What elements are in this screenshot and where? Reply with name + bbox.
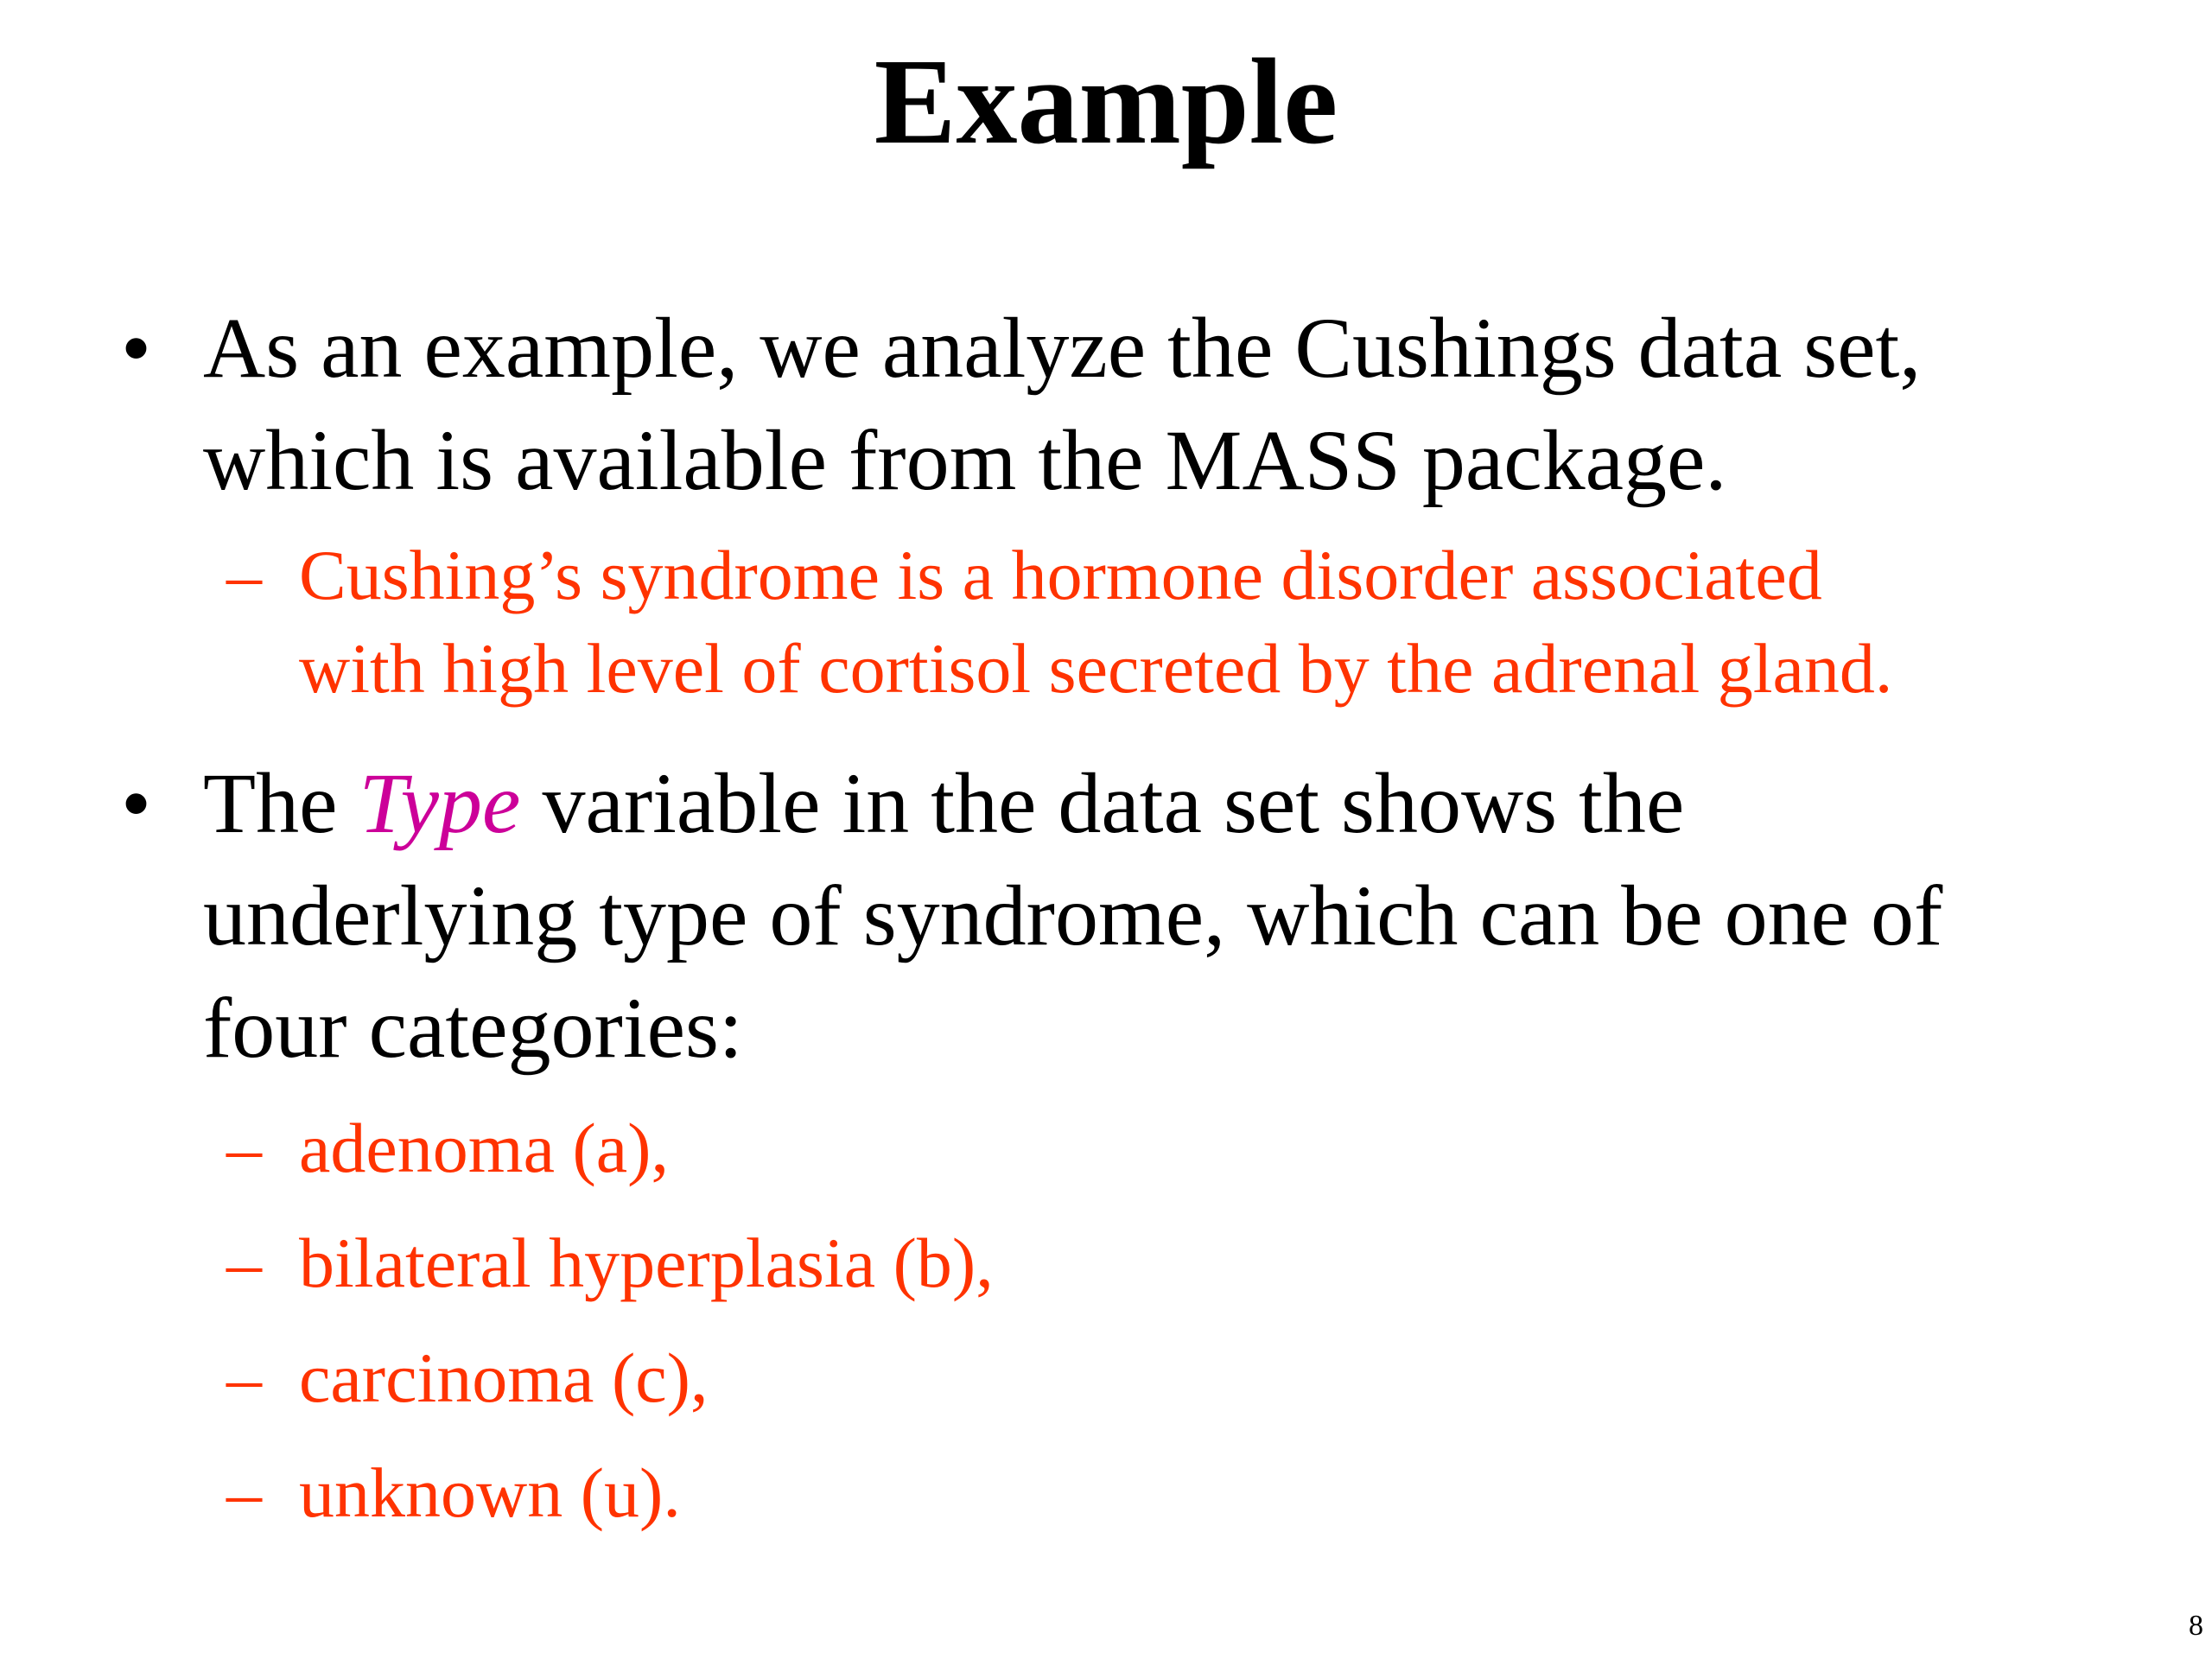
bullet-1-line-2: which is available from the MASS package.	[203, 412, 1727, 508]
sub-bullet-2-4: unknown (u).	[299, 1453, 681, 1532]
bullet-marker: •	[121, 755, 152, 851]
sub-bullet-2-1: adenoma (a),	[299, 1109, 669, 1187]
type-variable-emphasis: Type	[359, 755, 521, 851]
bullet-1-line-1: As an example, we analyze the Cushings data set,	[203, 300, 1922, 396]
bullet-1	[203, 292, 2139, 517]
sub-bullet-marker: –	[226, 1224, 262, 1302]
bullet-2-line-2: underlying type of syndrome, which can be one of	[203, 868, 1943, 963]
sub-bullet-marker: –	[226, 536, 262, 614]
bullet-2-line-3: four categories:	[203, 980, 743, 1076]
bullet-marker: •	[121, 300, 152, 396]
sub-bullet-2-2: bilateral hyperplasia (b),	[299, 1224, 994, 1302]
sub-bullet-marker: –	[226, 1109, 262, 1187]
sub-bullet-marker: –	[226, 1338, 262, 1417]
bullet-2-line-1	[203, 747, 2139, 860]
page-number: 8	[2189, 1610, 2203, 1642]
sub-bullet-marker: –	[226, 1453, 262, 1532]
bullet-2-prefix: The	[203, 755, 359, 851]
bullet-2	[203, 747, 2139, 1084]
sub-bullet-1-1-line-2: with high level of cortisol secreted by the adrenal gland.	[299, 629, 1893, 708]
sub-bullet-2-3: carcinoma (c),	[299, 1338, 709, 1417]
bullet-2-suffix: variable in the data set shows the	[520, 755, 1685, 851]
sub-bullet-1-1	[299, 529, 2165, 715]
sub-bullet-1-1-line-1: Cushing’s syndrome is a hormone disorder associated	[299, 536, 1822, 614]
slide-title: Example	[874, 33, 1338, 169]
